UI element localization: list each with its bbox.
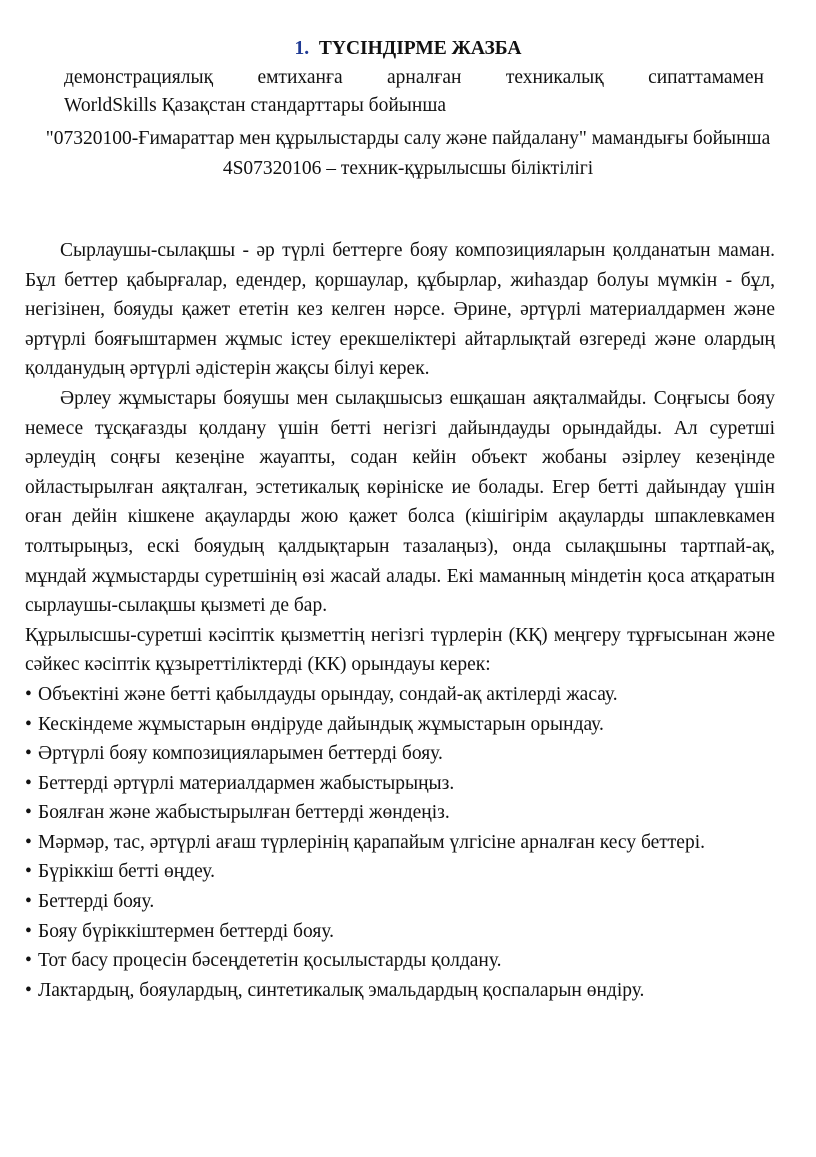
bullet-marker: • bbox=[25, 891, 32, 913]
bullet-marker: • bbox=[25, 683, 32, 705]
bullet-marker: • bbox=[25, 831, 32, 853]
list-item bbox=[25, 857, 775, 887]
bullet-marker: • bbox=[25, 950, 32, 972]
subtitle-line-1: демонстрациялық емтиханға арналған техникалық сипаттамамен bbox=[64, 67, 764, 88]
list-item-text: Лактардың, бояулардың, синтетикалық эмальдардың қоспаларын өндіру. bbox=[38, 979, 645, 1001]
list-item bbox=[25, 887, 775, 917]
list-item bbox=[25, 946, 775, 976]
bullet-marker: • bbox=[25, 979, 32, 1001]
bullet-marker: • bbox=[25, 743, 32, 765]
bullet-marker: • bbox=[25, 713, 32, 735]
list-item-text: Объектіні және бетті қабылдауды орындау, сондай-ақ актілерді жасау. bbox=[38, 683, 618, 705]
paragraph: Әрлеу жұмыстары бояушы мен сылақшысыз ешқашан аяқталмайды. Соңғысы бояу немесе тұсқағазды қолдану үшін бетті негізгі дайындауды орындайды. Ал суретші әрлеудің соңғы кезеңіне жауапты, содан кейін объект жобаны әзірлеу кезеңінде ойластырылған аяқталған, эстетикалық көрініске ие болады. Егер бетті дайындау үшін оған дейін кішкене ақауларды жою қажет болса (кішігірім ақауларды шпаклевкамен толтырыңыз, ескі бояудың қалдықтарын тазалаңыз), онда сылақшыны тартпай-ақ, мұндай жұмыстарды суретшінің өзі жасай алады. Екі маманның міндетін қоса атқаратын сырлаушы-сылақшы қызметі де бар. bbox=[25, 387, 775, 617]
section-number: 1. bbox=[294, 38, 310, 59]
paragraph: Сырлаушы-сылақшы - әр түрлі беттерге бояу композицияларын қолданатын маман. Бұл беттер қабырғалар, едендер, қоршаулар, құбырлар, жиһаздар болуы мүмкін - бұл, негізінен, бояуды қажет ететін кез келген нәрсе. Әрине, әртүрлі материалдармен және әртүрлі бояғыштармен жұмыс істеу ерекшеліктері айтарлықтай өзгереді және олардың қолданудың әртүрлі әдістерін жақсы білуі керек. bbox=[25, 240, 775, 380]
subtitle-line-2: WorldSkills Қазақстан стандарттары бойынша bbox=[64, 95, 446, 116]
bullet-marker: • bbox=[25, 772, 32, 794]
list-item bbox=[25, 798, 775, 828]
list-item-text: Беттерді бояу. bbox=[38, 891, 155, 913]
list-item-text: Бояу бүріккіштермен беттерді бояу. bbox=[38, 920, 334, 942]
list-item-text: Бүріккіш бетті өңдеу. bbox=[38, 861, 215, 883]
list-item-text: Тот басу процесін бәсеңдететін қосылыстарды қолдану. bbox=[38, 950, 502, 972]
list-item bbox=[25, 917, 775, 947]
bullet-marker: • bbox=[25, 920, 32, 942]
bullet-marker: • bbox=[25, 802, 32, 824]
list-item-text: Мәрмәр, тас, әртүрлі ағаш түрлерінің қарапайым үлгісіне арналған кесу беттері. bbox=[38, 831, 706, 853]
list-item bbox=[25, 769, 775, 799]
list-item-text: Беттерді әртүрлі материалдармен жабыстырыңыз. bbox=[38, 772, 455, 794]
list-item bbox=[25, 976, 775, 1006]
list-item-text: Боялған және жабыстырылған беттерді жөндеңіз. bbox=[38, 802, 450, 824]
bullet-marker: • bbox=[25, 861, 32, 883]
list-item bbox=[25, 710, 775, 740]
list-item bbox=[25, 828, 775, 858]
section-heading bbox=[0, 36, 816, 62]
list-item-text: Әртүрлі бояу композицияларымен беттерді бояу. bbox=[38, 743, 443, 765]
section-title: ТҮСІНДІРМЕ ЖАЗБА bbox=[318, 38, 522, 59]
bullet-list bbox=[25, 680, 775, 1006]
subtitle-line-3: "07320100-Ғимараттар мен құрылыстарды салу және пайдалану" мамандығы бойынша 4S07320106 – техник-құрылысшы біліктілігі bbox=[45, 128, 771, 179]
document-body bbox=[25, 236, 775, 1005]
list-item bbox=[25, 680, 775, 710]
paragraph: Құрылысшы-суретші кәсіптік қызметтің негізгі түрлерін (КҚ) меңгеру тұрғысынан және сәйкес кәсіптік құзыреттіліктерді (КК) орындауы керек: bbox=[25, 624, 775, 676]
list-item-text: Кескіндеме жұмыстарын өндіруде дайындық жұмыстарын орындау. bbox=[38, 713, 604, 735]
list-item bbox=[25, 739, 775, 769]
